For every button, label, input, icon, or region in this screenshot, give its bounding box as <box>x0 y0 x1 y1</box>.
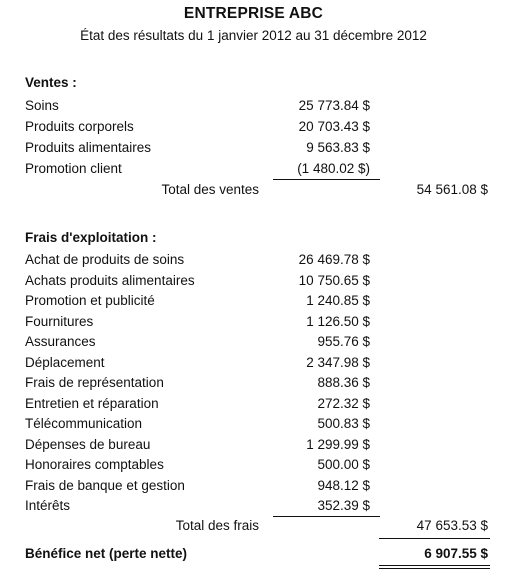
expenses-heading: Frais d'exploitation : <box>25 230 157 245</box>
sales-item-amount: 25 773.84 $ <box>298 98 370 113</box>
expense-row <box>0 271 507 291</box>
expense-row <box>0 312 507 332</box>
sales-item-label: Produits alimentaires <box>25 140 152 155</box>
expense-item-label: Promotion et publicité <box>25 293 155 308</box>
net-income-label: Bénéfice net (perte nette) <box>25 546 188 561</box>
sales-item-label: Produits corporels <box>25 119 134 134</box>
expense-item-label: Achat de produits de soins <box>25 252 185 267</box>
expense-item-amount: 500.00 $ <box>317 457 370 472</box>
expense-item-amount: 2 347.98 $ <box>306 354 370 370</box>
net-income-amount: 6 907.55 $ <box>424 546 488 561</box>
sales-heading: Ventes : <box>25 75 77 90</box>
expense-item-label: Télécommunication <box>25 416 143 431</box>
expense-item-label: Assurances <box>25 334 96 349</box>
expenses-total-amount: 47 653.53 $ <box>416 518 488 533</box>
expense-row <box>0 414 507 434</box>
expense-row <box>0 455 507 475</box>
expenses-total-label: Total des frais <box>175 518 259 533</box>
expense-item-label: Achats produits alimentaires <box>25 272 195 288</box>
sales-item-label: Soins <box>25 98 59 113</box>
expense-item-amount: 948.12 $ <box>317 477 370 493</box>
expense-row <box>0 496 507 516</box>
expense-item-label: Fournitures <box>25 313 94 329</box>
expense-row <box>0 332 507 352</box>
sales-item-amount: 9 563.83 $ <box>306 140 370 155</box>
expense-item-amount: 1 126.50 $ <box>306 313 370 329</box>
sales-total-row <box>0 180 507 200</box>
expense-item-label: Intérêts <box>25 498 71 513</box>
expense-row <box>0 373 507 393</box>
statement-period: État des résultats du 1 janvier 2012 au 31 décembre 2012 <box>80 28 427 43</box>
company-title: ENTREPRISE ABC <box>183 5 324 22</box>
expense-item-amount: 1 240.85 $ <box>306 293 370 308</box>
sales-item-amount: 20 703.43 $ <box>298 119 370 134</box>
expense-item-amount: 352.39 $ <box>317 498 370 513</box>
sales-item-label: Promotion client <box>25 161 122 176</box>
expense-row <box>0 353 507 373</box>
sales-total-amount: 54 561.08 $ <box>416 182 488 197</box>
sales-heading-row <box>0 73 507 93</box>
expense-item-amount: 1 299.99 $ <box>306 436 370 452</box>
expense-item-amount: 26 469.78 $ <box>298 252 370 267</box>
expense-item-label: Honoraires comptables <box>25 457 164 472</box>
net-income-double-rule <box>379 565 490 569</box>
expense-item-label: Frais de banque et gestion <box>25 477 185 493</box>
expense-item-label: Dépenses de bureau <box>25 436 151 452</box>
expense-item-amount: 272.32 $ <box>317 395 370 411</box>
sales-row <box>0 117 507 137</box>
expense-item-amount: 10 750.65 $ <box>298 272 370 288</box>
sales-item-amount: (1 480.02 $) <box>297 161 370 176</box>
expense-row <box>0 394 507 414</box>
expenses-total-row <box>0 516 507 536</box>
net-income-row <box>0 544 507 564</box>
expense-row <box>0 435 507 455</box>
expense-item-amount: 500.83 $ <box>317 416 370 431</box>
expense-row <box>0 250 507 270</box>
expense-item-label: Frais de représentation <box>25 375 164 390</box>
expense-item-label: Entretien et réparation <box>25 395 159 411</box>
expense-row <box>0 476 507 496</box>
expenses-heading-row <box>0 228 507 248</box>
sales-row <box>0 138 507 158</box>
expense-item-amount: 888.36 $ <box>317 375 370 390</box>
expense-row <box>0 291 507 311</box>
expense-item-label: Déplacement <box>25 354 105 370</box>
expense-item-amount: 955.76 $ <box>317 334 370 349</box>
sales-row <box>0 96 507 116</box>
sales-row <box>0 159 507 179</box>
sales-total-label: Total des ventes <box>161 182 259 197</box>
expenses-total-rule <box>379 538 490 539</box>
